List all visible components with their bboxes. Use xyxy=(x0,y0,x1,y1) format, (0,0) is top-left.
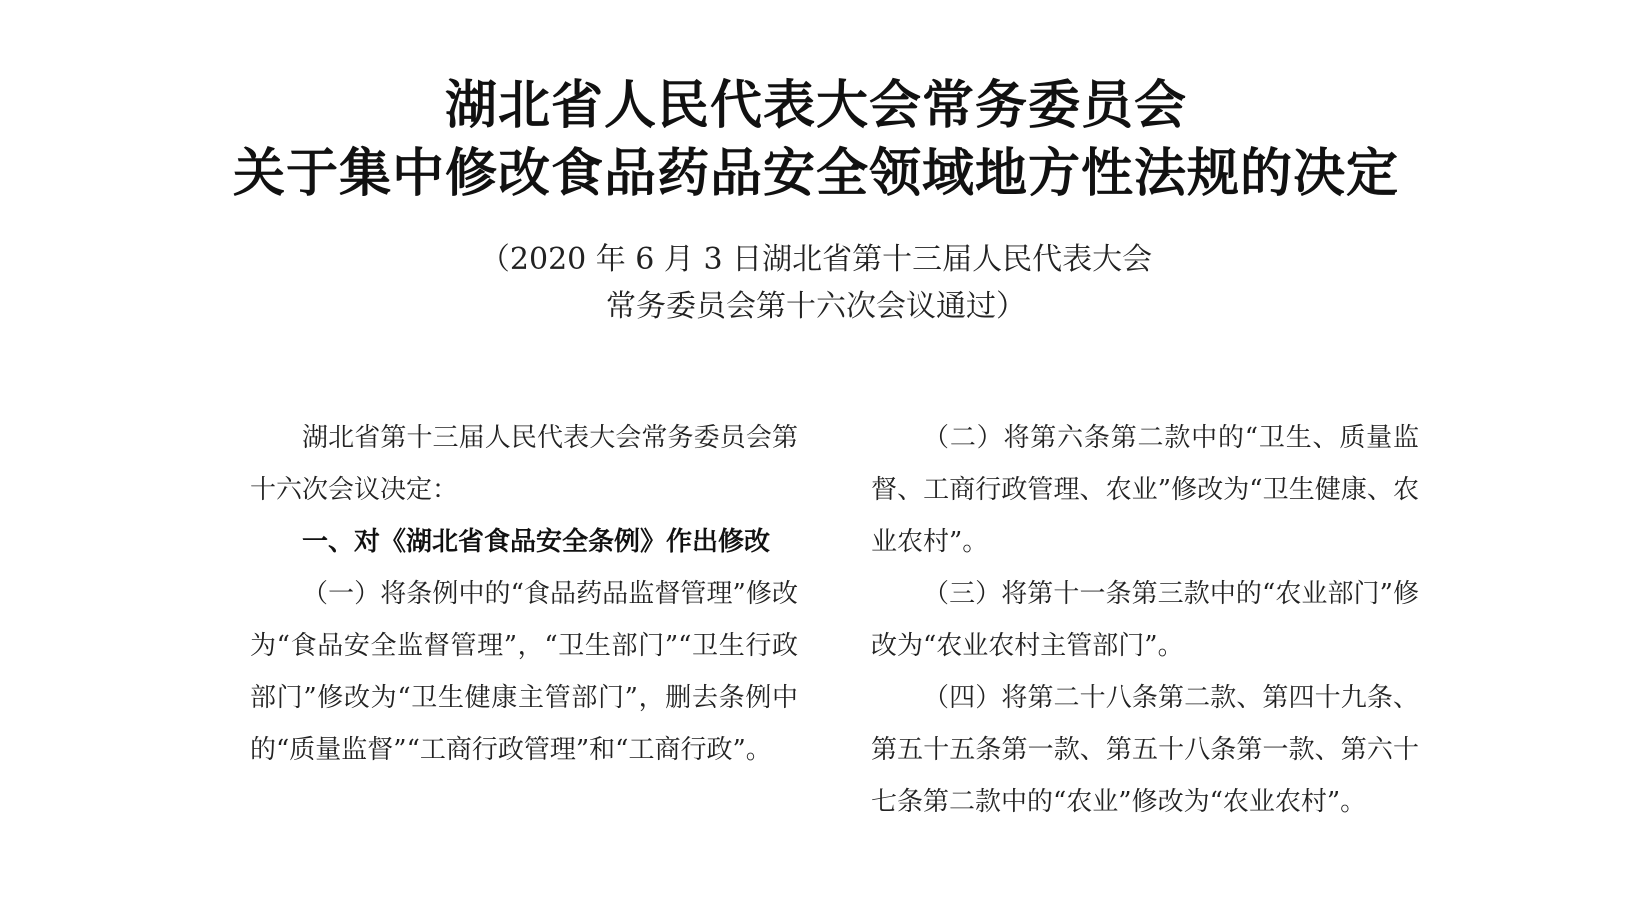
document-title-line-1: 湖北省人民代表大会常务委员会 xyxy=(444,75,1187,136)
right-text-column xyxy=(871,412,1419,828)
amendment-item-1: （一）将条例中的“食品药品监督管理”修改为“食品安全监督管理”，“卫生部门”“卫生行政部门”修改为“卫生健康主管部门”，删去条例中的“质量监督”“工商行政管理”和“工商行政”。 xyxy=(250,579,798,765)
document-title-line-2: 关于集中修改食品药品安全领域地方性法规的决定 xyxy=(232,143,1399,204)
amendment-item-4: （四）将第二十八条第二款、第四十九条、第五十五条第一款、第五十八条第一款、第六十七条第二款中的“农业”修改为“农业农村”。 xyxy=(871,683,1419,817)
adoption-note-line-2: 常务委员会第十六次会议通过） xyxy=(606,289,1026,324)
adoption-note-line-1: （2020 年 6 月 3 日湖北省第十三届人民代表大会 xyxy=(479,242,1153,277)
section-heading-food-safety-regulation: 一、对《湖北省食品安全条例》作出修改 xyxy=(302,527,771,557)
left-text-column xyxy=(250,412,798,776)
amendment-item-2: （二）将第六条第二款中的“卫生、质量监督、工商行政管理、农业”修改为“卫生健康、农业农村”。 xyxy=(871,423,1419,557)
amendment-item-3: （三）将第十一条第三款中的“农业部门”修改为“农业农村主管部门”。 xyxy=(871,579,1419,661)
decision-intro-paragraph: 湖北省第十三届人民代表大会常务委员会第十六次会议决定： xyxy=(250,423,798,505)
